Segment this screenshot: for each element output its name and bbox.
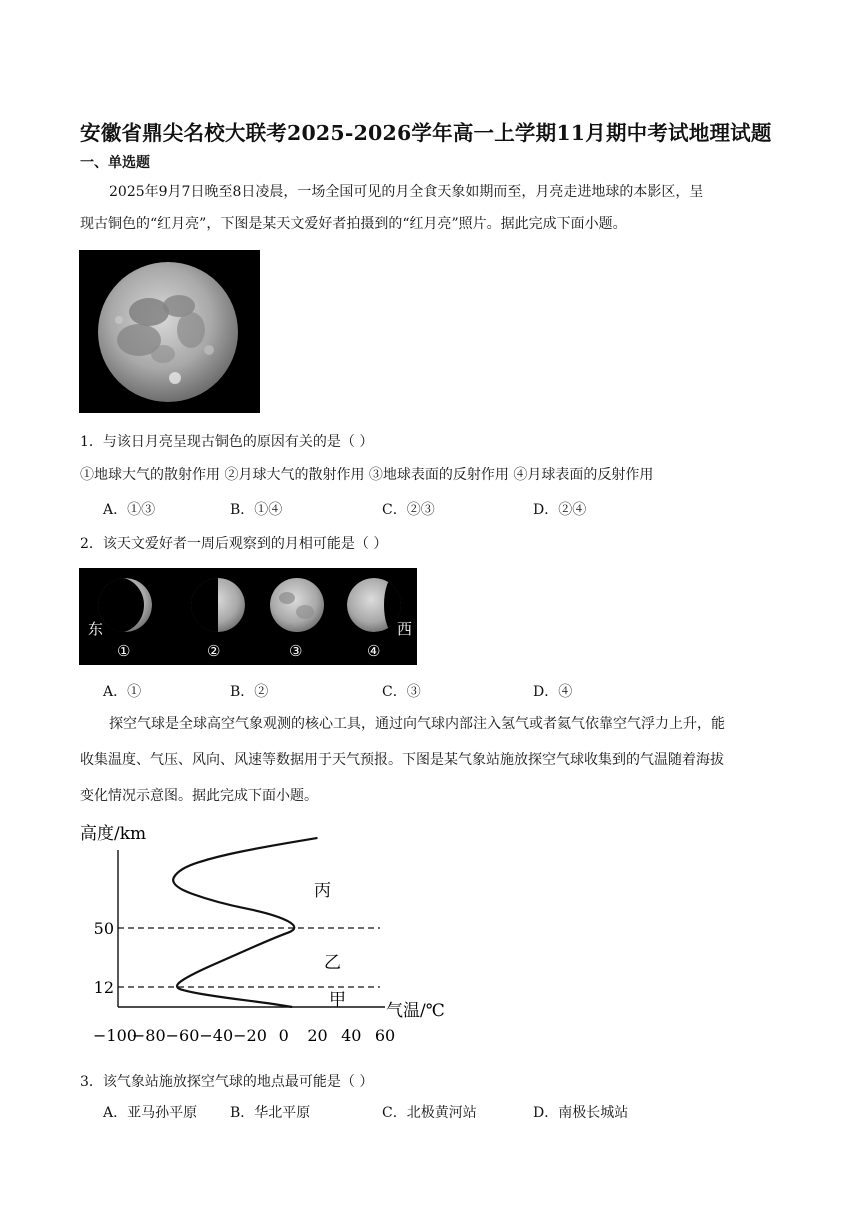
phase-3-moon xyxy=(270,578,324,632)
q2-option-b[interactable]: B．② xyxy=(230,684,269,700)
phase-4-moon xyxy=(347,577,404,633)
passage2-line3: 变化情况示意图。据此完成下面小题。 xyxy=(80,788,318,804)
x-tick-label: −40 xyxy=(199,1026,234,1045)
q1-option-d[interactable]: D．②④ xyxy=(533,502,587,518)
passage1-line2: 现古铜色的“红月亮”，下图是某天文爱好者拍摄到的“红月亮”照片。据此完成下面小题。 xyxy=(80,216,627,232)
question-3-stem: 3．该气象站施放探空气球的地点最可能是（ ） xyxy=(80,1074,374,1090)
phase-label-4: ④ xyxy=(367,642,381,660)
chart-ticks xyxy=(93,919,395,1045)
q3-option-c[interactable]: C．北极黄河站 xyxy=(382,1105,477,1121)
x-tick-label: −80 xyxy=(131,1026,166,1045)
question-1-choices: ①地球大气的散射作用 ②月球大气的散射作用 ③地球表面的反射作用 ④月球表面的反射作用 xyxy=(80,467,654,483)
passage2-line2: 收集温度、气压、风向、风速等数据用于天气预报。下图是某气象站施放探空气球收集到的气温随着海拔 xyxy=(80,752,724,768)
layer-label-jia: 甲 xyxy=(329,990,346,1010)
temperature-altitude-chart xyxy=(70,815,470,1055)
east-label: 东 xyxy=(88,620,104,638)
q1-option-c[interactable]: C．②③ xyxy=(382,502,435,518)
x-tick-label: −60 xyxy=(165,1026,200,1045)
q2-option-d[interactable]: D．④ xyxy=(533,684,573,700)
y-tick-label: 50 xyxy=(93,919,114,938)
x-tick-label: −100 xyxy=(93,1026,137,1045)
page-title: 安徽省鼎尖名校大联考2025-2026学年高一上学期11月期中考试地理试题 xyxy=(80,121,772,145)
temperature-curve xyxy=(173,838,317,1007)
q3-option-a[interactable]: A．亚马孙平原 xyxy=(103,1105,198,1121)
y-axis-label: 高度/km xyxy=(80,824,147,844)
red-moon-photo xyxy=(79,250,260,413)
chart-lines xyxy=(173,838,317,1007)
x-tick-label: 20 xyxy=(307,1026,328,1045)
layer-label-bing: 丙 xyxy=(314,881,331,901)
phase-label-1: ① xyxy=(117,642,131,660)
phase-label-2: ② xyxy=(207,642,221,660)
x-tick-label: 40 xyxy=(341,1026,362,1045)
x-tick-label: 60 xyxy=(374,1026,396,1045)
west-label: 西 xyxy=(397,620,413,638)
q2-option-c[interactable]: C．③ xyxy=(382,684,421,700)
phase-label-3: ③ xyxy=(289,642,303,660)
x-axis-label: 气温/℃ xyxy=(386,1001,445,1021)
q1-option-b[interactable]: B．①④ xyxy=(230,502,283,518)
section-heading: 一、单选题 xyxy=(80,155,150,171)
moon-phases-image xyxy=(79,568,417,665)
passage1-line1: 2025年9月7日晚至8日凌晨，一场全国可见的月全食天象如期而至，月亮走进地球的本影区，呈 xyxy=(109,184,704,200)
q3-option-d[interactable]: D．南极长城站 xyxy=(533,1105,629,1121)
question-1-stem: 1．与该日月亮呈现古铜色的原因有关的是（ ） xyxy=(80,434,374,450)
y-tick-label: 12 xyxy=(93,978,114,997)
q1-option-a[interactable]: A．①③ xyxy=(103,502,156,518)
question-2-stem: 2．该天文爱好者一周后观察到的月相可能是（ ） xyxy=(80,536,388,552)
passage2-line1: 探空气球是全球高空气象观测的核心工具，通过向气球内部注入氢气或者氦气依靠空气浮力上升，能 xyxy=(109,716,725,732)
moon-image xyxy=(79,250,260,413)
layer-label-yi: 乙 xyxy=(324,953,341,973)
q2-option-a[interactable]: A．① xyxy=(103,684,142,700)
x-tick-label: 0 xyxy=(278,1026,289,1045)
x-tick-label: −20 xyxy=(233,1026,267,1045)
q3-option-b[interactable]: B．华北平原 xyxy=(230,1105,311,1121)
phase-2-moon xyxy=(188,576,245,636)
